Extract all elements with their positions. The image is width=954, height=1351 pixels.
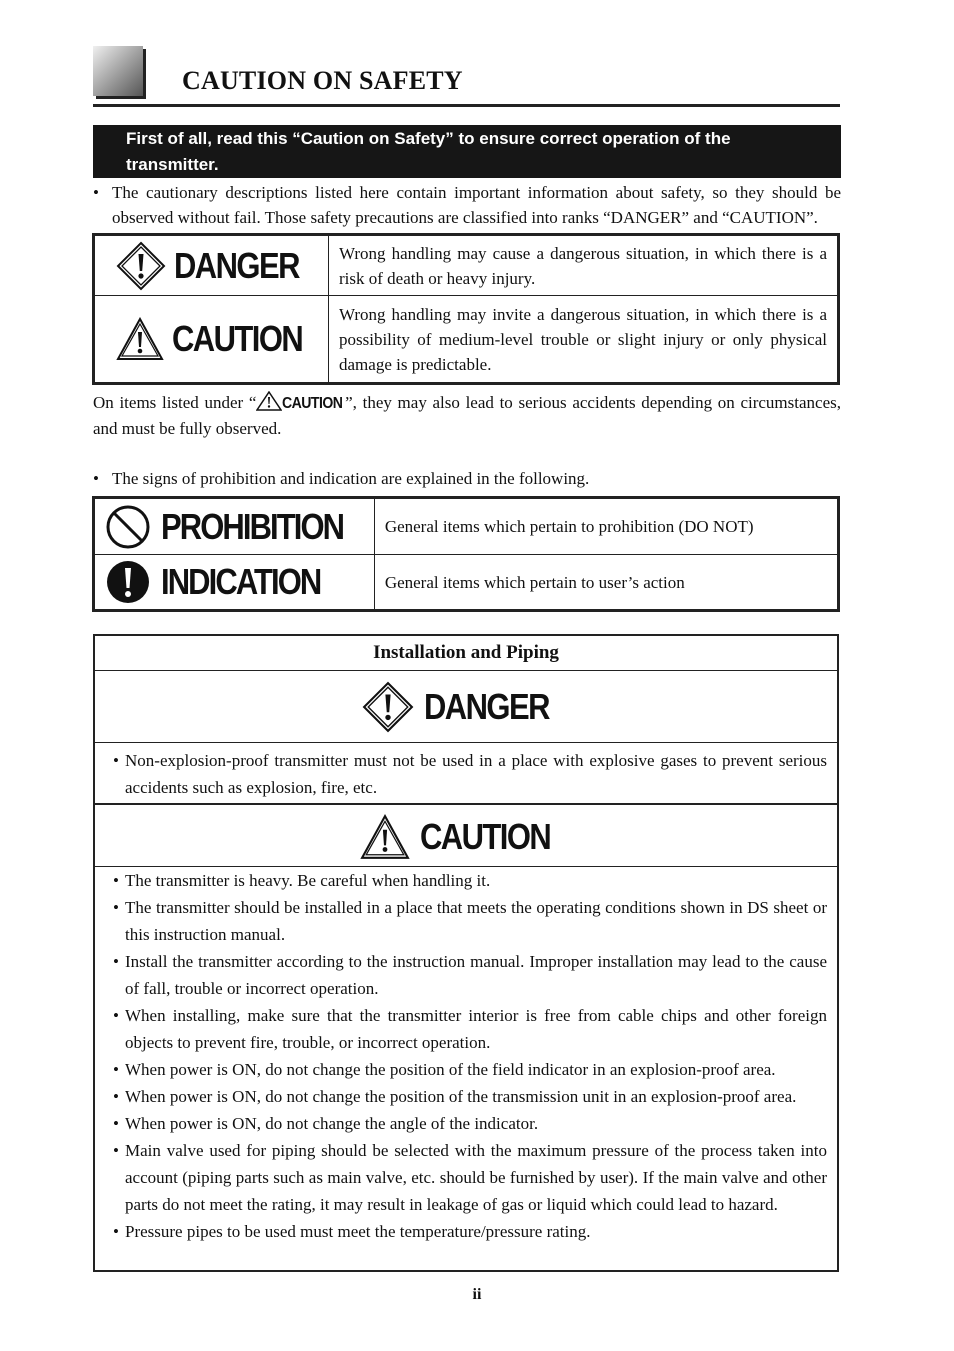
header-rule [93, 104, 840, 107]
intro-banner: First of all, read this “Caution on Safety” to ensure correct operation of the transmitter. [93, 125, 841, 178]
caution-note-label: CAUTION [282, 395, 343, 412]
danger-diamond-icon [116, 241, 166, 291]
sign-label: PROHIBITION [161, 505, 344, 547]
rank-caution-sign [95, 296, 329, 383]
bullet: • [93, 469, 99, 488]
prohibition-icon [105, 504, 151, 550]
list-item: • Non-explosion-proof transmitter must not be used in a place with explosive gases to prevent serious accidents such as explosion, fire, etc. [113, 751, 827, 797]
danger-label: DANGER [424, 685, 550, 727]
header-decor-block [93, 46, 143, 96]
caution-triangle-icon [116, 317, 164, 361]
sign-row-indication [95, 555, 838, 610]
list-item: • When power is ON, do not change the position of the transmission unit in an explosion-proof area. [113, 1087, 797, 1106]
rank-description: Wrong handling may invite a dangerous situation, in which there is a possibility of medium-level trouble or slight injury or only physical damage is predictable. [329, 296, 838, 383]
sign-prohibition [95, 499, 375, 555]
danger-diamond-icon [362, 681, 414, 733]
page-number: ii [472, 1286, 482, 1303]
rank-label: DANGER [174, 244, 299, 286]
indication-icon [105, 559, 151, 605]
installation-box [93, 634, 839, 1272]
list-item: • Install the transmitter according to the instruction manual. Improper installation may lead to the cause of fall, trouble or incorrect operation. [113, 952, 827, 998]
list-item: • When installing, make sure that the transmitter interior is free from cable chips and other foreign objects to prevent fire, trouble, or incorrect operation. [113, 1006, 827, 1052]
sign-row-prohibition [95, 499, 838, 555]
list-item: • The transmitter is heavy. Be careful when handling it. [113, 871, 491, 890]
intro-paragraph [93, 180, 841, 230]
rank-label: CAUTION [172, 318, 303, 359]
danger-band [95, 671, 837, 743]
sign-label: INDICATION [161, 561, 321, 602]
danger-list [113, 747, 827, 801]
sign-description: General items which pertain to user’s action [374, 555, 837, 610]
sign-description: General items which pertain to prohibition (DO NOT) [374, 499, 837, 555]
list-item: • The transmitter should be installed in a place that meets the operating conditions shown in DS sheet or this instruction manual. [113, 898, 827, 944]
bullet: • [93, 183, 99, 202]
intro-text: The cautionary descriptions listed here contain important information about safety, so they should be observed without fail. Those safety precautions are classified into ranks “DANGER” and “CAUTION”. [112, 183, 841, 227]
caution-triangle-icon [256, 391, 282, 411]
caution-note-after: ”, they may also lead to serious accidents depending on circumstances, and must be fully observed. [93, 393, 841, 438]
signs-intro-text: The signs of prohibition and indication are explained in the following. [112, 469, 590, 488]
rank-description: Wrong handling may cause a dangerous situation, in which there is a risk of death or heavy injury. [329, 236, 838, 296]
list-item: • When power is ON, do not change the position of the field indicator in an explosion-proof area. [113, 1060, 776, 1079]
caution-note [93, 390, 841, 441]
rank-table [94, 235, 838, 383]
caution-list [113, 867, 827, 1245]
sign-indication [95, 555, 375, 610]
rank-danger-sign [95, 236, 329, 296]
signs-table [94, 498, 838, 610]
danger-items-band [95, 743, 837, 805]
list-item: • Main valve used for piping should be selected with the maximum pressure of the process taken into account (piping parts such as main valve, etc. should be furnished by user). If the main valve and other parts do not meet the rating, it may result in leakage of gas or liquid which could lead to hazard. [113, 1141, 827, 1214]
installation-title: Installation and Piping [95, 636, 837, 671]
rank-row-danger [95, 236, 838, 296]
caution-band [95, 807, 837, 867]
page-title: CAUTION ON SAFETY [182, 66, 463, 95]
caution-label: CAUTION [420, 815, 551, 857]
caution-note-before: On items listed under “ [93, 393, 257, 412]
list-item: • Pressure pipes to be used must meet the temperature/pressure rating. [113, 1222, 591, 1241]
list-item: • When power is ON, do not change the angle of the indicator. [113, 1114, 539, 1133]
signs-intro [93, 466, 841, 491]
caution-triangle-icon [360, 814, 410, 860]
rank-row-caution [95, 296, 838, 383]
